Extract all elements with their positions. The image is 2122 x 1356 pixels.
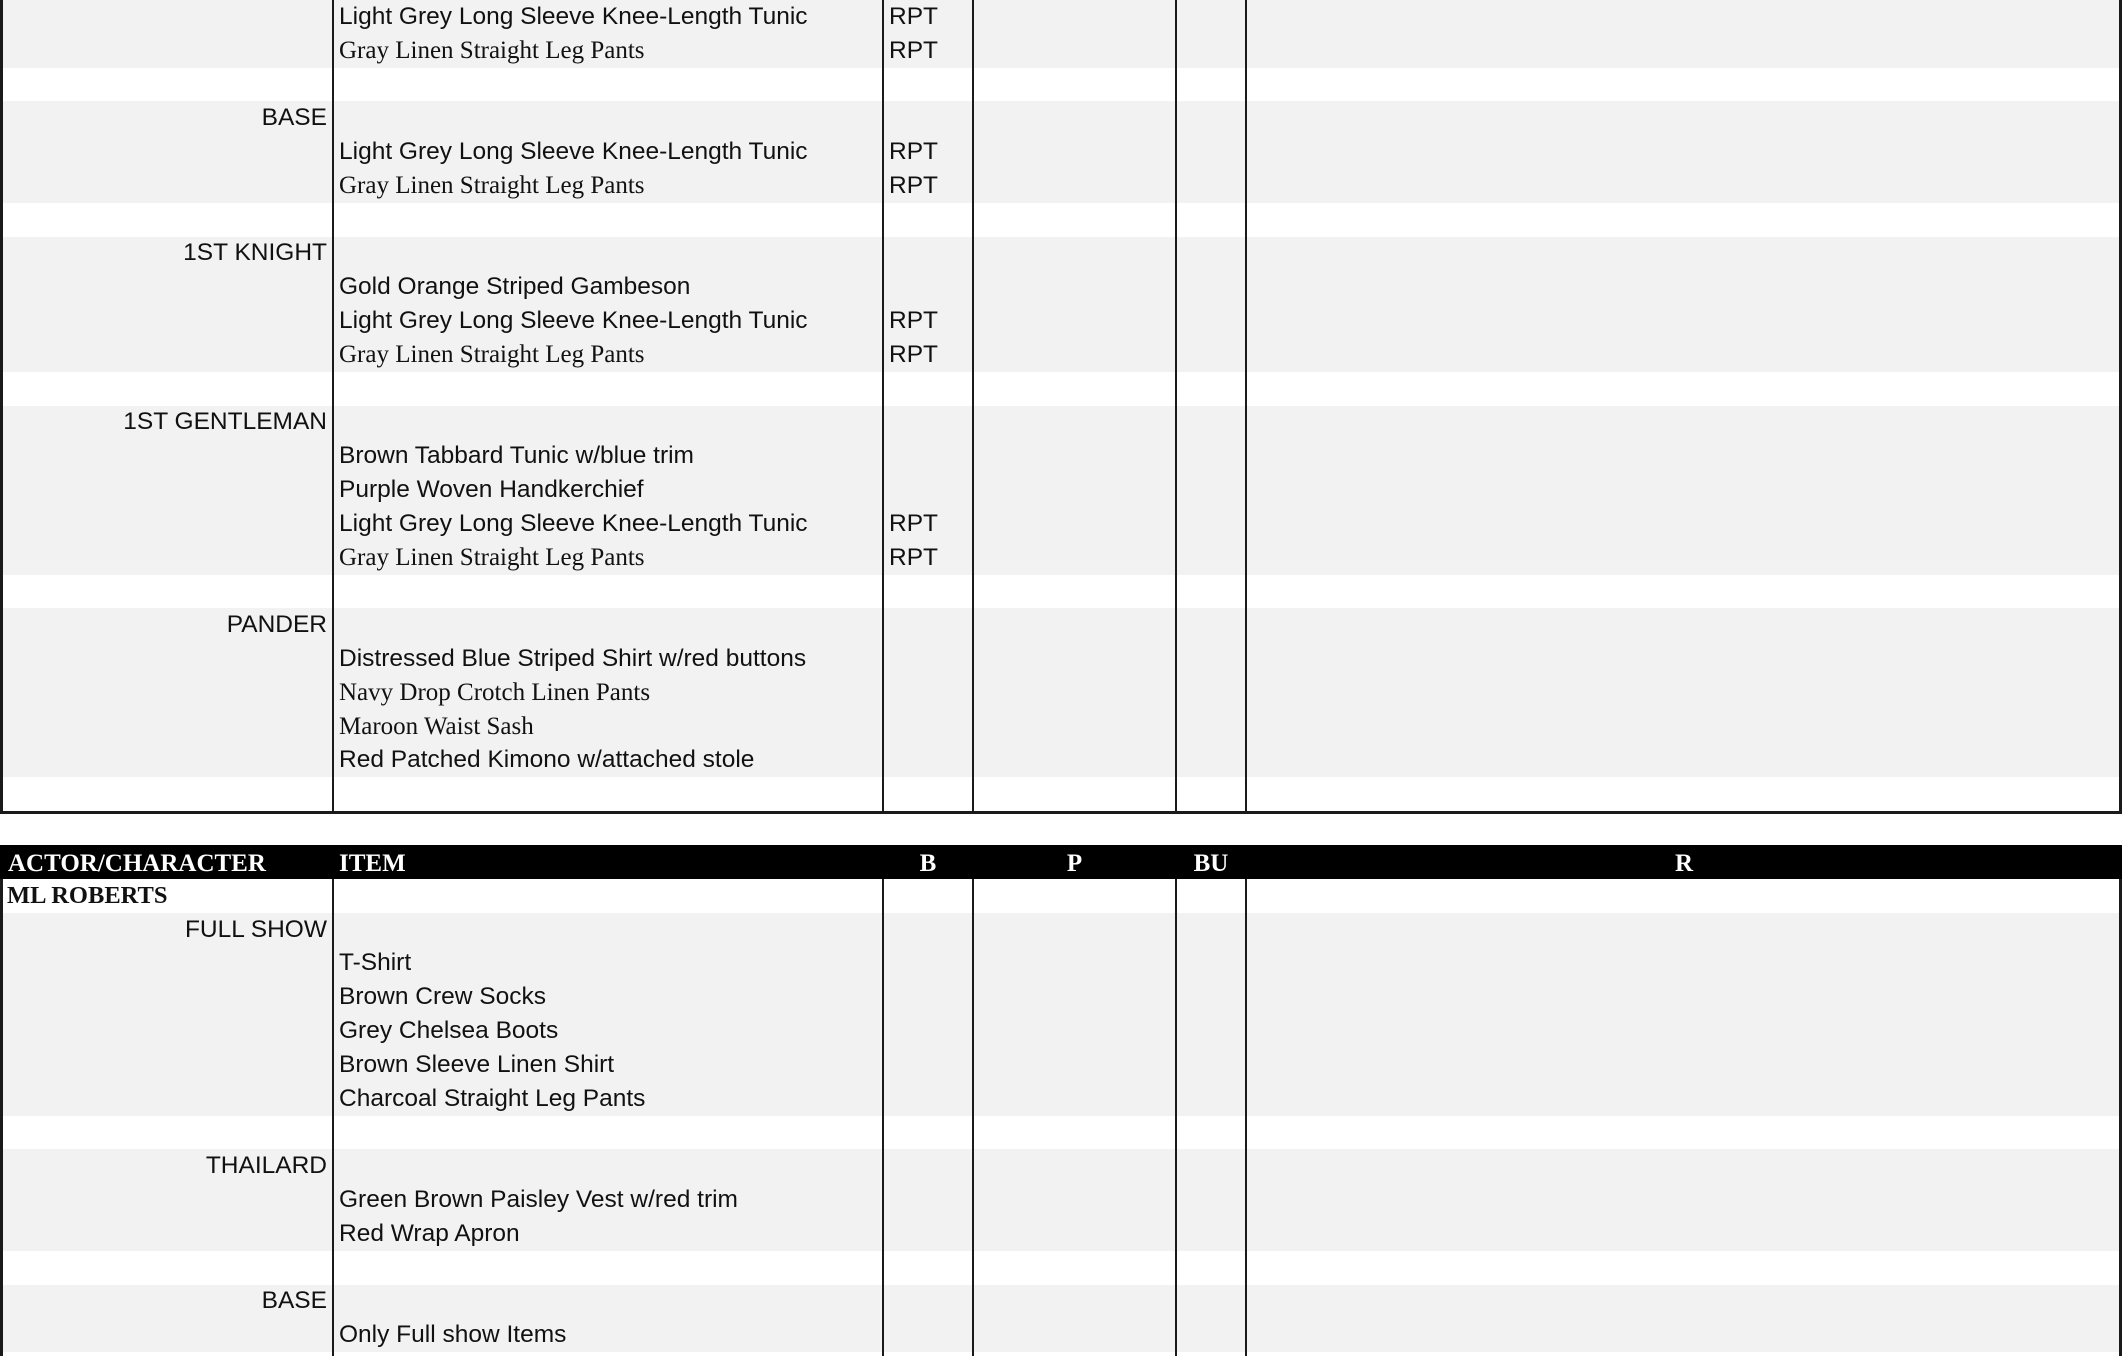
item-cell: Gray Linen Straight Leg Pants <box>339 543 645 571</box>
b-cell <box>883 676 973 710</box>
table-row <box>0 1251 2122 1285</box>
character-cell <box>0 1116 333 1150</box>
table-row <box>0 1149 2122 1183</box>
table-row <box>0 473 2122 507</box>
table-row <box>0 676 2122 710</box>
item-cell: Light Grey Long Sleeve Knee-Length Tunic <box>339 138 808 166</box>
character-cell <box>0 372 333 406</box>
b-cell <box>883 1116 973 1150</box>
item-cell <box>333 101 883 135</box>
table-row <box>0 1285 2122 1319</box>
character-cell <box>0 169 333 203</box>
item-cell: Green Brown Paisley Vest w/red trim <box>339 1186 738 1214</box>
b-cell <box>883 1014 973 1048</box>
header-r: R <box>1674 850 1694 877</box>
item-cell <box>333 1285 883 1319</box>
b-cell <box>883 1183 973 1217</box>
table-row <box>0 406 2122 440</box>
character-cell <box>0 270 333 304</box>
header-p: P <box>1066 850 1083 877</box>
column-divider <box>332 879 334 1356</box>
character-cell <box>0 744 333 778</box>
b-cell: RPT <box>889 307 938 335</box>
table-row <box>0 0 2122 34</box>
column-divider <box>882 0 884 811</box>
column-divider <box>1245 0 1247 811</box>
table-row <box>0 575 2122 609</box>
character-cell: BASE <box>261 1287 327 1315</box>
table-row <box>0 101 2122 135</box>
b-cell: RPT <box>889 543 938 571</box>
character-cell <box>0 1318 333 1352</box>
b-cell <box>883 1082 973 1116</box>
table-row <box>0 947 2122 981</box>
item-cell <box>333 203 883 237</box>
actor-name: ML ROBERTS <box>7 881 168 909</box>
item-cell: Grey Chelsea Boots <box>339 1017 559 1045</box>
table-row <box>0 439 2122 473</box>
item-cell <box>333 68 883 102</box>
character-cell <box>0 1183 333 1217</box>
character-cell <box>0 304 333 338</box>
header-item: ITEM <box>339 850 406 877</box>
table-row <box>0 777 2122 811</box>
item-cell: Gray Linen Straight Leg Pants <box>339 36 645 64</box>
lower-costume-table <box>0 845 2122 1352</box>
actor-name-row <box>0 879 2122 913</box>
item-cell: Brown Sleeve Linen Shirt <box>339 1050 615 1078</box>
table-row <box>0 304 2122 338</box>
table-row <box>0 642 2122 676</box>
b-cell <box>883 270 973 304</box>
item-cell <box>333 372 883 406</box>
character-cell <box>0 1048 333 1082</box>
item-cell: T-Shirt <box>339 949 412 977</box>
item-cell <box>333 237 883 271</box>
table-row <box>0 270 2122 304</box>
character-cell: FULL SHOW <box>184 915 327 943</box>
column-divider <box>882 879 884 1356</box>
item-cell: Gold Orange Striped Gambeson <box>339 273 691 301</box>
b-cell <box>883 439 973 473</box>
table-row <box>0 169 2122 203</box>
item-cell: Brown Crew Socks <box>339 983 546 1011</box>
character-cell <box>0 1217 333 1251</box>
character-cell <box>0 1251 333 1285</box>
character-cell <box>0 507 333 541</box>
table-border-left <box>0 0 3 811</box>
table-row <box>0 1318 2122 1352</box>
b-cell <box>883 1318 973 1352</box>
table-row <box>0 541 2122 575</box>
item-cell <box>333 777 883 811</box>
table-row <box>0 1217 2122 1251</box>
item-cell: Light Grey Long Sleeve Knee-Length Tunic <box>339 509 808 537</box>
b-cell <box>883 372 973 406</box>
column-divider <box>972 0 974 811</box>
character-cell <box>0 710 333 744</box>
b-cell <box>883 101 973 135</box>
b-cell <box>883 710 973 744</box>
item-cell <box>333 1251 883 1285</box>
character-cell <box>0 135 333 169</box>
b-cell <box>883 473 973 507</box>
header-bu: BU <box>1193 850 1229 877</box>
b-cell <box>883 1048 973 1082</box>
item-cell: Navy Drop Crotch Linen Pants <box>339 678 651 706</box>
character-cell <box>0 947 333 981</box>
character-cell <box>0 575 333 609</box>
b-cell: RPT <box>889 138 938 166</box>
column-divider <box>1175 879 1177 1356</box>
table-row <box>0 135 2122 169</box>
b-cell <box>883 947 973 981</box>
item-cell: Red Wrap Apron <box>339 1219 520 1247</box>
table-row <box>0 913 2122 947</box>
character-cell <box>0 1082 333 1116</box>
table-row <box>0 1183 2122 1217</box>
b-cell <box>883 1149 973 1183</box>
item-cell: Purple Woven Handkerchief <box>339 476 644 504</box>
character-cell: BASE <box>261 104 327 132</box>
character-cell <box>0 0 333 34</box>
item-cell: Charcoal Straight Leg Pants <box>339 1084 646 1112</box>
b-cell <box>883 744 973 778</box>
b-cell: RPT <box>889 2 938 30</box>
header-actor-character: ACTOR/CHARACTER <box>8 850 266 877</box>
b-cell <box>883 1251 973 1285</box>
b-cell <box>883 203 973 237</box>
item-cell: Distressed Blue Striped Shirt w/red buttons <box>339 645 807 673</box>
item-cell <box>333 575 883 609</box>
table-row <box>0 1014 2122 1048</box>
character-cell <box>0 68 333 102</box>
table-row <box>0 68 2122 102</box>
b-cell <box>883 575 973 609</box>
header-b: B <box>919 850 937 877</box>
character-cell: 1ST KNIGHT <box>183 239 327 267</box>
column-divider <box>332 0 334 811</box>
item-cell <box>333 406 883 440</box>
item-cell <box>333 1116 883 1150</box>
table-row <box>0 710 2122 744</box>
b-cell: RPT <box>889 36 938 64</box>
table-row <box>0 1116 2122 1150</box>
b-cell <box>883 237 973 271</box>
item-cell: Red Patched Kimono w/attached stole <box>339 746 755 774</box>
table-row <box>0 338 2122 372</box>
character-cell <box>0 34 333 68</box>
table-row <box>0 34 2122 68</box>
character-cell <box>0 541 333 575</box>
item-cell <box>333 608 883 642</box>
column-divider <box>972 879 974 1356</box>
item-cell: Brown Tabbard Tunic w/blue trim <box>339 442 694 470</box>
item-cell: Light Grey Long Sleeve Knee-Length Tunic <box>339 307 808 335</box>
b-cell <box>883 68 973 102</box>
character-cell: 1ST GENTLEMAN <box>123 408 327 436</box>
table-border-bottom <box>0 811 2122 814</box>
item-cell: Light Grey Long Sleeve Knee-Length Tunic <box>339 2 808 30</box>
b-cell <box>883 642 973 676</box>
table-row <box>0 507 2122 541</box>
character-cell <box>0 439 333 473</box>
item-cell: Gray Linen Straight Leg Pants <box>339 171 645 199</box>
table-row <box>0 608 2122 642</box>
table-row <box>0 744 2122 778</box>
table-row <box>0 372 2122 406</box>
table-header-row <box>0 845 2122 879</box>
b-cell: RPT <box>889 340 938 368</box>
character-cell <box>0 777 333 811</box>
character-cell <box>0 203 333 237</box>
item-cell: Maroon Waist Sash <box>339 712 534 740</box>
column-divider <box>1175 0 1177 811</box>
table-row <box>0 1048 2122 1082</box>
b-cell <box>883 406 973 440</box>
b-cell <box>883 913 973 947</box>
table-row <box>0 1082 2122 1116</box>
character-cell: PANDER <box>226 611 327 639</box>
table-row <box>0 980 2122 1014</box>
item-cell <box>333 913 883 947</box>
table-row <box>0 237 2122 271</box>
item-cell: Only Full show Items <box>339 1321 567 1349</box>
b-cell: RPT <box>889 171 938 199</box>
lower-table-body <box>0 913 2122 1352</box>
b-cell <box>883 777 973 811</box>
item-cell <box>333 1149 883 1183</box>
character-cell <box>0 642 333 676</box>
table-row <box>0 203 2122 237</box>
item-cell: Gray Linen Straight Leg Pants <box>339 340 645 368</box>
character-cell <box>0 473 333 507</box>
b-cell <box>883 1285 973 1319</box>
b-cell <box>883 608 973 642</box>
table-border-left <box>0 879 3 1356</box>
character-cell: THAILARD <box>205 1152 327 1180</box>
character-cell <box>0 980 333 1014</box>
character-cell <box>0 338 333 372</box>
character-cell <box>0 1014 333 1048</box>
b-cell <box>883 980 973 1014</box>
column-divider <box>1245 879 1247 1356</box>
character-cell <box>0 676 333 710</box>
b-cell: RPT <box>889 509 938 537</box>
b-cell <box>883 1217 973 1251</box>
